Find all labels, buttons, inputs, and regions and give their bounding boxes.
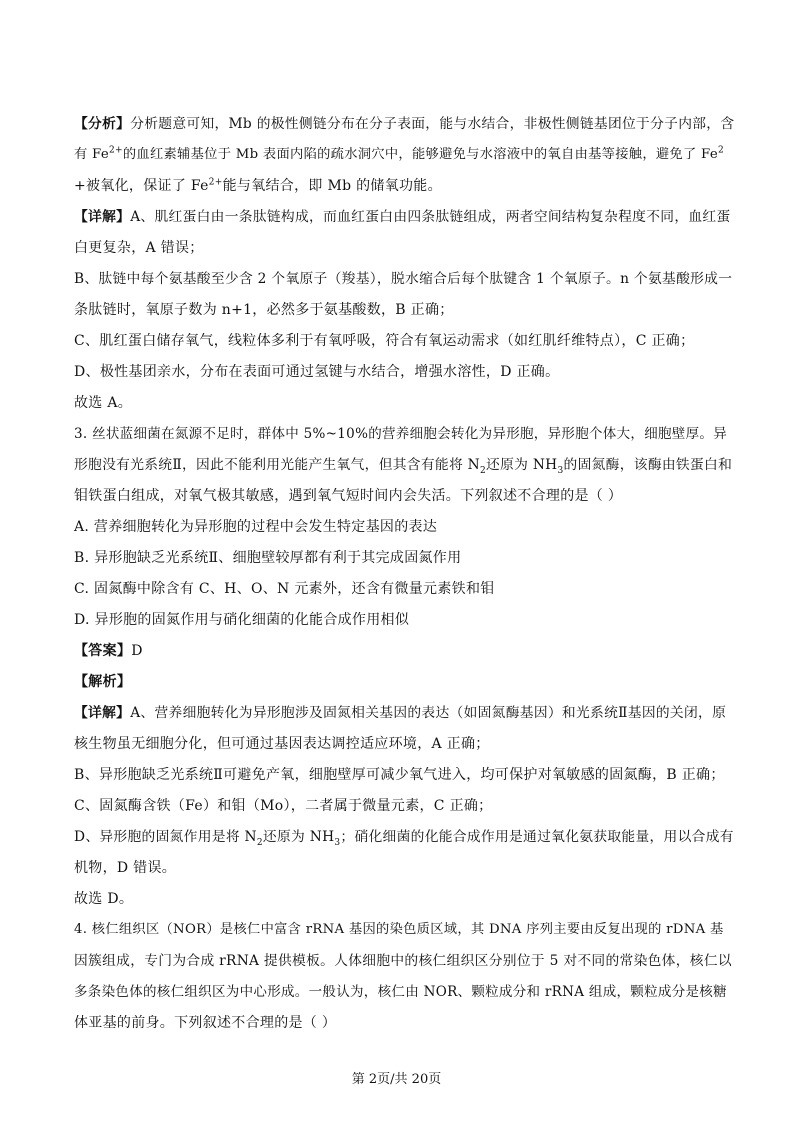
analysis-text-3b: 能与氧结合，即 Mb 的储氧功能。 xyxy=(222,178,442,194)
explain-label: 【解析】 xyxy=(74,674,132,690)
q3-option-b: B. 异形胞缺乏光系统Ⅱ、细胞壁较厚都有利于其完成固氮作用 xyxy=(74,550,462,566)
q3-explain-label xyxy=(74,672,734,692)
subscript: 3 xyxy=(557,465,564,476)
page-footer: 第 2页/共 20页 xyxy=(351,1072,442,1087)
detail-label: 【详解】 xyxy=(74,209,131,225)
q3-stem-line-1: 3. 丝状蓝细菌在氮源不足时，群体中 5%~10%的营养细胞会转化为异形胞，异形胞个体大，细胞壁厚。异 xyxy=(74,426,727,442)
q3-answer-line xyxy=(74,641,734,661)
superscript: 2+ xyxy=(108,145,123,156)
q3-option-a: A. 营养细胞转化为异形胞的过程中会发生特定基因的表达 xyxy=(74,519,438,535)
q3-text-2c: 的固氮酶，该酶由铁蛋白和 xyxy=(563,457,733,473)
analysis-text-2a: 有 Fe xyxy=(74,147,109,162)
analysis-line-2 xyxy=(74,145,734,165)
detail1-line-4: 条肽链时，氧原子数为 n+1，必然多于氨基酸数，B 正确； xyxy=(74,302,454,318)
q3-detail-text-1: A、营养细胞转化为异形胞涉及固氮相关基因的表达（如固氮酶基因）和光系统Ⅱ基因的关闭，原 xyxy=(130,705,727,721)
analysis-text-2b: 的血红素辅基位于 Mb 表面内陷的疏水洞穴中，能够避免与水溶液中的氧自由基等接触，避免了 Fe xyxy=(122,147,718,162)
detail1-conclusion: 故选 A。 xyxy=(74,395,133,411)
q3-detail-line-6: 机物，D 错误。 xyxy=(74,860,177,876)
answer-value: D xyxy=(131,643,143,659)
detail1-line-3: B、肽链中每个氨基酸至少含 2 个氧原子（羧基），脱水缩合后每个肽键含 1 个氧原子。n 个氨基酸形成一 xyxy=(74,271,733,287)
q3-option-d: D. 异形胞的固氮作用与硝化细菌的化能合成作用相似 xyxy=(74,612,410,628)
q3-detail-text-5a: D、异形胞的固氮作用是将 N xyxy=(74,829,257,845)
q3-conclusion: 故选 D。 xyxy=(74,891,134,907)
q3-detail-text-5c: ；硝化细菌的化能合成作用是通过氧化氨获取能量，用以合成有 xyxy=(340,829,734,845)
analysis-text-1: 分析题意可知，Mb 的极性侧链分布在分子表面，能与水结合，非极性侧链基团位于分子内部，含 xyxy=(130,116,735,132)
q4-stem-line-3: 多条染色体的核仁组织区为中心形成。一般认为，核仁由 NOR、颗粒成分和 rRNA 组成，颗粒成分是核糖 xyxy=(74,984,727,1000)
superscript: 2+ xyxy=(208,177,223,188)
analysis-line-3 xyxy=(74,176,734,196)
q3-text-2b: 还原为 NH xyxy=(486,457,558,473)
detail1-line-5: C、肌红蛋白储存氧气，线粒体多利于有氧呼吸，符合有氧运动需求（如红肌纤维特点），C 正确； xyxy=(74,333,695,349)
q3-option-c: C. 固氮酶中除含有 C、H、O、N 元素外，还含有微量元素铁和钼 xyxy=(74,581,495,597)
q3-detail-text-5b: 还原为 NH xyxy=(262,829,335,845)
analysis-label: 【分析】 xyxy=(74,116,131,132)
detail1-text-1: A、肌红蛋白由一条肽链构成，而血红蛋白由四条肽链组成，两者空间结构复杂程度不同，血红蛋 xyxy=(130,209,731,225)
subscript: 3 xyxy=(334,837,341,848)
q3-stem-line-3: 钼铁蛋白组成，对氧气极其敏感，遇到氧气短时间内会失活。下列叙述不合理的是（ ） xyxy=(74,488,623,504)
q3-detail-line-4: C、固氮酶含铁（Fe）和钼（Mo），二者属于微量元素，C 正确； xyxy=(74,798,493,814)
q3-text-2a: 形胞没有光系统Ⅱ，因此不能利用光能产生氧气，但其含有能将 N xyxy=(74,457,480,473)
q3-detail-line-3: B、异形胞缺乏光系统Ⅱ可避免产氧，细胞壁厚可减少氧气进入，均可保护对氧敏感的固氮酶，B 正确； xyxy=(74,767,725,783)
q3-detail-line-1 xyxy=(74,703,734,723)
q3-detail-line-2: 核生物虽无细胞分化，但可通过基因表达调控适应环境，A 正确； xyxy=(74,736,490,752)
detail-label: 【详解】 xyxy=(74,705,131,721)
subscript: 2 xyxy=(480,465,487,476)
analysis-text-3a: +被氧化，保证了 Fe xyxy=(74,178,209,194)
superscript: 2 xyxy=(717,145,724,156)
detail1-line-6: D、极性基团亲水，分布在表面可通过氢键与水结合，增强水溶性，D 正确。 xyxy=(74,364,560,380)
subscript: 2 xyxy=(256,837,263,848)
q4-stem-line-2: 因簇组成，专门为合成 rRNA 提供模板。人体细胞中的核仁组织区分别位于 5 对不同的常染色体，核仁以 xyxy=(74,953,732,969)
analysis-line-1 xyxy=(74,114,734,134)
q4-stem-line-4: 体亚基的前身。下列叙述不合理的是（ ） xyxy=(74,1015,337,1031)
q3-stem-line-2 xyxy=(74,455,734,475)
q4-stem-line-1: 4. 核仁组织区（NOR）是核仁中富含 rRNA 基因的染色质区域，其 DNA 序列主要由反复出现的 rDNA 基 xyxy=(74,922,724,937)
q3-detail-line-5 xyxy=(74,827,734,847)
answer-label: 【答案】 xyxy=(74,643,132,659)
detail1-line-2: 白更复杂，A 错误； xyxy=(74,240,204,256)
detail1-line-1 xyxy=(74,207,734,227)
